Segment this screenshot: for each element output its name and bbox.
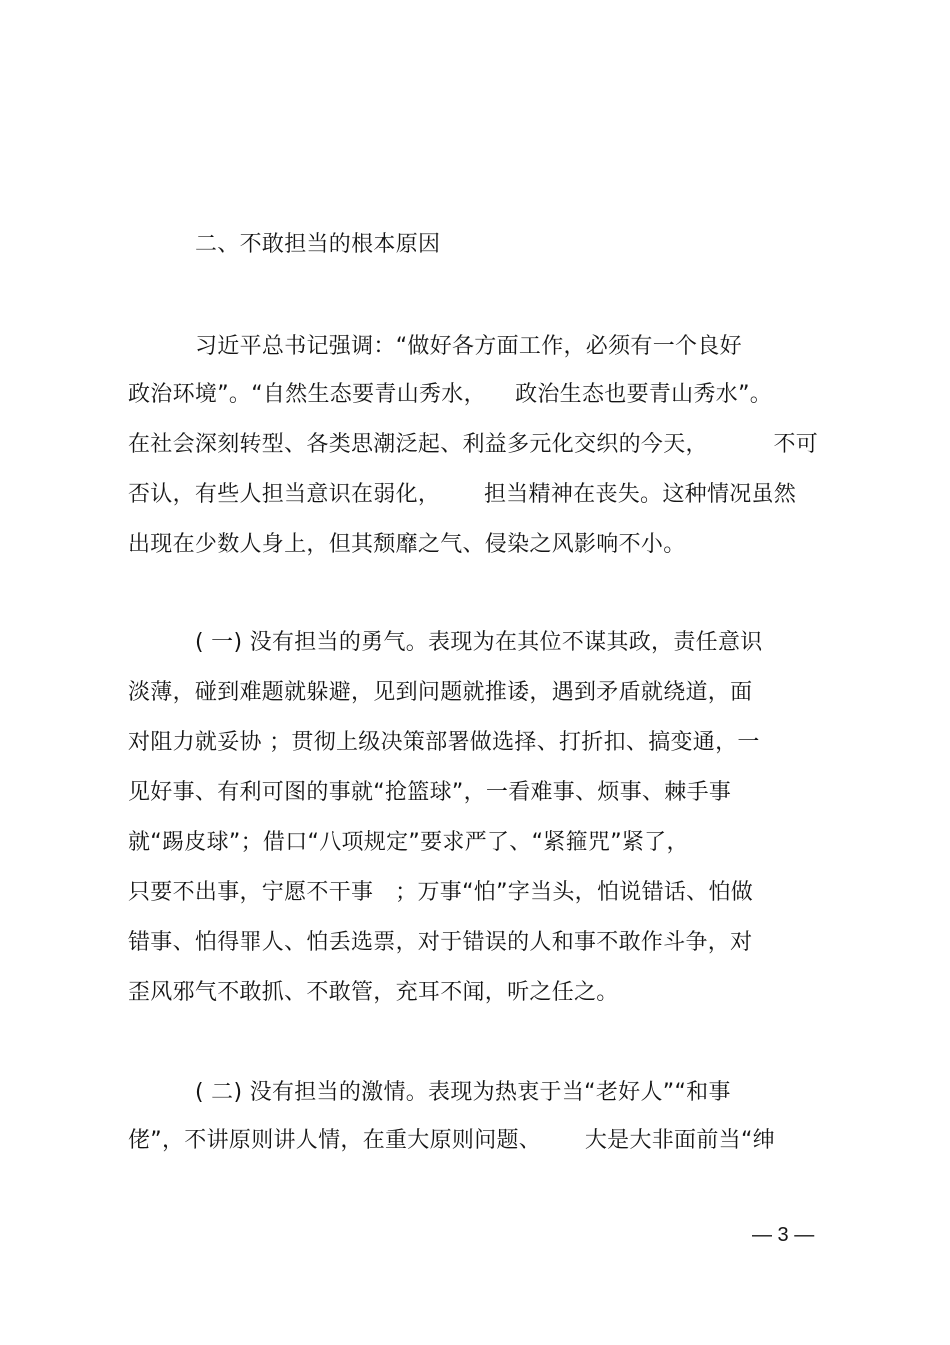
paragraph-1-line-5: 出现在少数人身上，但其颓靡之气、侵染之风影响不小。 <box>128 532 686 557</box>
paragraph-2-line-4: 见好事、有利可图的事就“抢篮球”，一看难事、烦事、棘手事 <box>128 780 732 805</box>
paragraph-2-line-1: ( 一) 没有担当的勇气。表现为在其位不谋其政，责任意识 <box>195 630 763 655</box>
page-number: — 3 — <box>752 1224 815 1246</box>
paragraph-2-line-8: 歪风邪气不敢抓、不敢管，充耳不闻，听之任之。 <box>128 980 619 1005</box>
paragraph-3-line-2: 佬”，不讲原则讲人情，在重大原则问题、 大是大非面前当“绅 <box>128 1128 775 1153</box>
paragraph-2-line-6: 只要不出事，宁愿不干事 ；万事“怕”字当头，怕说错话、怕做 <box>128 880 754 905</box>
paragraph-1-line-4: 否认，有些人担当意识在弱化， 担当精神在丧失。这种情况虽然 <box>128 482 797 507</box>
paragraph-1-line-3: 在社会深刻转型、各类思潮泛起、利益多元化交织的今天， 不可 <box>128 432 819 457</box>
paragraph-2-line-5: 就“踢皮球”；借口“八项规定”要求严了、“紧箍咒”紧了， <box>128 830 689 855</box>
paragraph-2-line-7: 错事、怕得罪人、怕丢选票，对于错误的人和事不敢作斗争，对 <box>128 930 753 955</box>
paragraph-2-line-2: 淡薄，碰到难题就躲避，见到问题就推诿，遇到矛盾就绕道，面 <box>128 680 753 705</box>
paragraph-1-line-2: 政治环境”。“自然生态要青山秀水， 政治生态也要青山秀水”。 <box>128 382 773 407</box>
paragraph-2-line-3: 对阻力就妥协 ；贯彻上级决策部署做选择、打折扣、搞变通，一 <box>128 730 760 755</box>
paragraph-3-line-1: ( 二) 没有担当的激情。表现为热衷于当“老好人”“和事 <box>195 1080 731 1105</box>
paragraph-1-line-1: 习近平总书记强调：“做好各方面工作，必须有一个良好 <box>195 334 742 359</box>
section-heading: 二、不敢担当的根本原因 <box>195 232 441 257</box>
